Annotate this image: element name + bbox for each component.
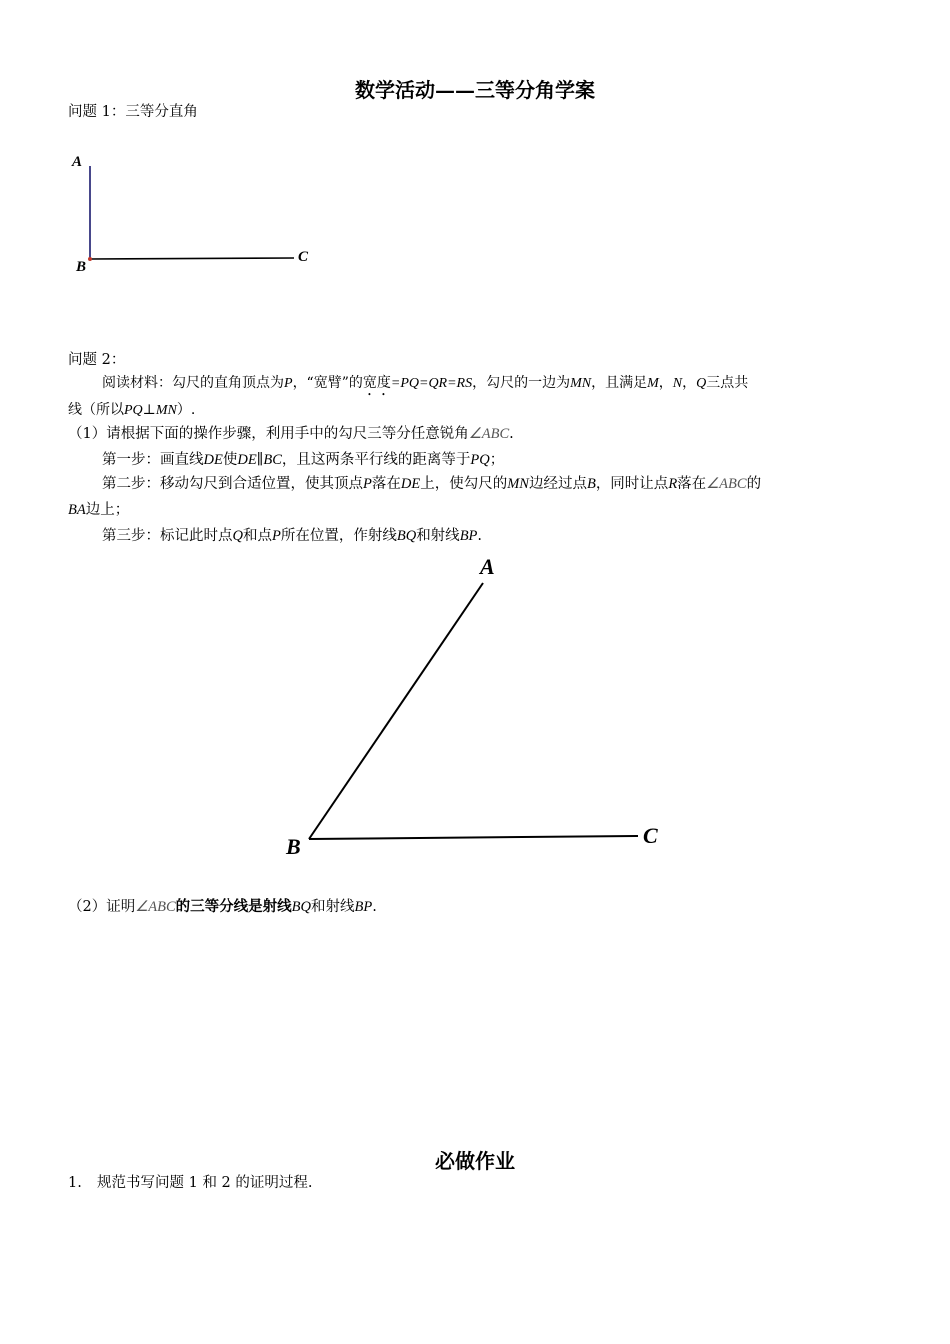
reading-line-2: 线（所以PQ⊥MN）. — [68, 402, 196, 418]
q1-label-a: A — [72, 154, 83, 170]
q2-label-b: B — [286, 834, 301, 859]
question-1-heading: 问题 1：三等分直角 — [68, 104, 198, 120]
q1-label-b: B — [76, 259, 87, 275]
homework-item-number: 1. — [68, 1175, 82, 1191]
step-2-line-2: BA边上； — [68, 502, 130, 518]
page-title: 数学活动——三等分角学案 — [355, 78, 595, 102]
step-3: 第三步：标记此时点Q和点P所在位置，作射线BQ和射线BP. — [102, 528, 483, 544]
segment-ba-2 — [309, 583, 483, 839]
homework-item-text: 规范书写问题 1 和 2 的证明过程. — [97, 1175, 313, 1191]
part-1-instruction: （1）请根据下面的操作步骤，利用手中的勾尺三等分任意锐角∠ABC. — [68, 426, 514, 442]
reading-line-1: 阅读材料：勾尺的直角顶点为P，“宽臂”的宽度=PQ=QR=RS，勾尺的一边为MN，且满足M，N，Q三点共 — [102, 375, 749, 391]
part-2-instruction: （2）证明∠ABC的三等分线是射线BQ和射线BP. — [68, 898, 377, 915]
q1-label-c: C — [298, 249, 309, 265]
step-2-line-1: 第二步：移动勾尺到合适位置，使其顶点P落在DE上，使勾尺的MN边经过点B，同时让点R落在∠ABC的 — [102, 476, 762, 492]
step-1: 第一步：画直线DE使DE∥BC，且这两条平行线的距离等于PQ； — [102, 452, 505, 468]
question-2-heading: 问题 2： — [68, 352, 126, 368]
q2-label-c: C — [643, 823, 658, 848]
q2-label-a: A — [480, 554, 495, 579]
segment-bc-2 — [309, 836, 638, 839]
homework-heading: 必做作业 — [435, 1149, 515, 1173]
